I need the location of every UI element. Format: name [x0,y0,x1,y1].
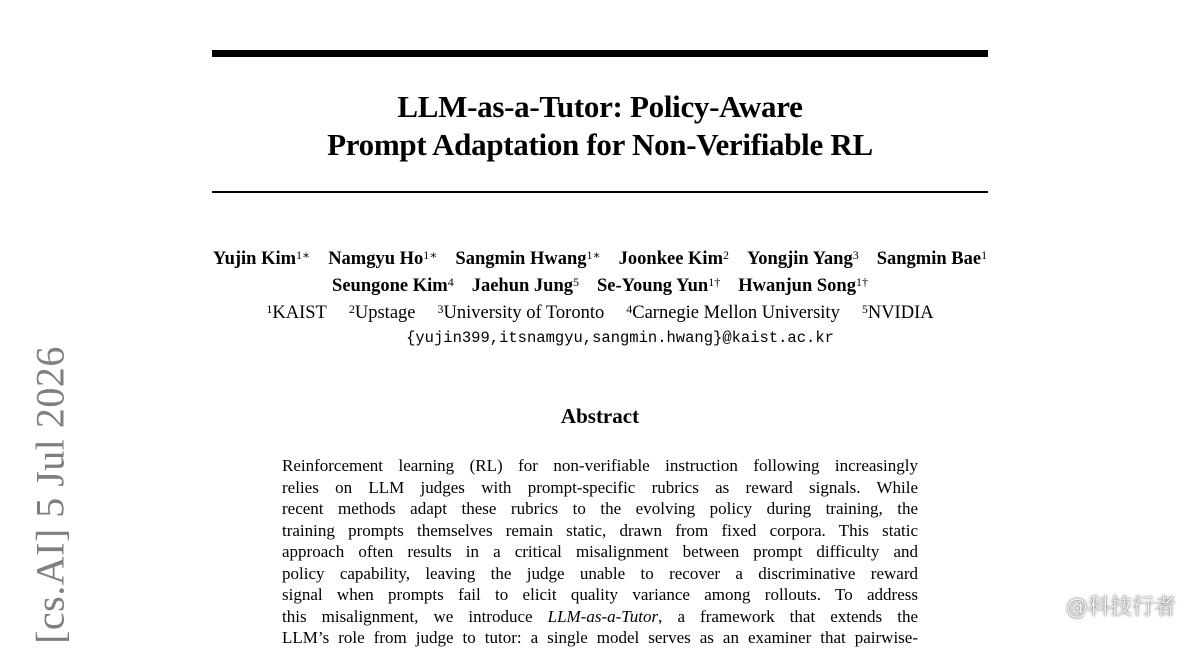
author-name [213,249,310,269]
author-name-text: Yongjin Yang [747,249,853,269]
affiliation-mark: 3 [437,302,444,316]
abstract-line: approach often results in a critical misalignment between prompt difficulty and [282,542,918,561]
abstract-line: policy capability, leaving the judge unable to recover a discriminative reward [282,563,918,583]
affiliation-mark: 1∗ [423,248,438,262]
affiliation-name: Carnegie Mellon University [632,303,840,323]
author-name [747,249,859,269]
author-name [328,249,437,269]
author-name [619,249,729,269]
author-block [100,246,1100,350]
abstract-line: relies on LLM judges with prompt-specific rubrics as reward signals. While [282,477,918,497]
affiliation-mark: 5 [861,302,868,316]
affiliation-mark: 4 [447,275,454,289]
affiliation-mark: 2 [723,248,729,262]
affiliation [349,303,416,323]
abstract-line: LLM’s role from judge to tutor: a single model serves as an examiner that pairwise- [282,628,918,647]
author-name [738,276,868,296]
watermark-text: @科技行者 [1065,595,1176,620]
author-name-text: Jaehun Jung [471,276,573,296]
bottom-rule [212,191,988,193]
author-name [455,249,600,269]
abstract-heading: Abstract [560,404,640,428]
author-name-text: Se-Young Yun [596,276,709,296]
affiliation-mark: 1∗ [296,248,311,262]
author-name-text: Yujin Kim [212,249,297,269]
affiliation-line [100,300,1100,326]
affiliation [626,303,840,323]
author-name [472,276,579,296]
affiliation-mark: 1 [266,302,273,316]
author-name-text: Hwanjun Song [738,276,856,296]
affiliation-mark: 3 [852,248,859,262]
abstract-line: recent methods adapt these rubrics to the evolving policy during training, the [282,499,918,518]
author-name [597,276,720,296]
abstract-line: this misalignment, we introduce LLM-as-a-Tutor, a framework that extends the [282,606,918,626]
weibo-icon [1040,595,1064,620]
arxiv-stamp: [cs.AI] 5 Jul 2026 [27,346,73,644]
affiliation-mark: 1 [981,248,988,262]
abstract-line: training prompts themselves remain static, drawn from fixed corpora. This static [282,520,918,540]
author-name-text: Joonkee Kim [618,249,723,269]
author-name-text: Sangmin Hwang [455,249,587,269]
affiliation-mark: 5 [572,275,579,289]
affiliation-mark: 4 [626,302,633,316]
email-address: {yujin399,itsnamgyu,sangmin.hwang}@kaist.ac.kr [406,329,834,347]
watermark [1040,590,1176,621]
affiliation-mark: 1† [708,275,721,289]
title-line: Prompt Adaptation for Non-Verifiable RL [327,127,873,162]
affiliation [862,303,934,323]
author-name-text: Namgyu Ho [328,249,424,269]
author-name [877,249,987,269]
affiliation [266,303,326,323]
author-line [100,246,1100,273]
affiliation-mark: 1∗ [586,248,601,262]
author-name-text: Seungone Kim [332,276,448,296]
top-rule [212,50,988,57]
affiliation-mark: 1† [855,275,868,289]
affiliation-name: University of Toronto [443,303,605,323]
author-line [100,273,1100,300]
affiliation-mark: 2 [348,302,355,316]
abstract-line: Reinforcement learning (RL) for non-verifiable instruction following increasingly [282,456,918,475]
title-line: LLM-as-a-Tutor: Policy-Aware [397,89,803,124]
affiliation-name: NVIDIA [867,303,934,323]
abstract-line: signal when prompts fail to elicit quality variance among rollouts. To address [282,585,918,604]
author-name-text: Sangmin Bae [876,249,982,269]
affiliation [438,303,605,323]
framework-name: LLM-as-a-Tutor [547,606,659,626]
affiliation-name: KAIST [272,303,327,323]
author-name [332,276,454,296]
abstract-body [282,455,918,649]
affiliation-name: Upstage [354,303,416,323]
paper-title [150,88,1050,164]
